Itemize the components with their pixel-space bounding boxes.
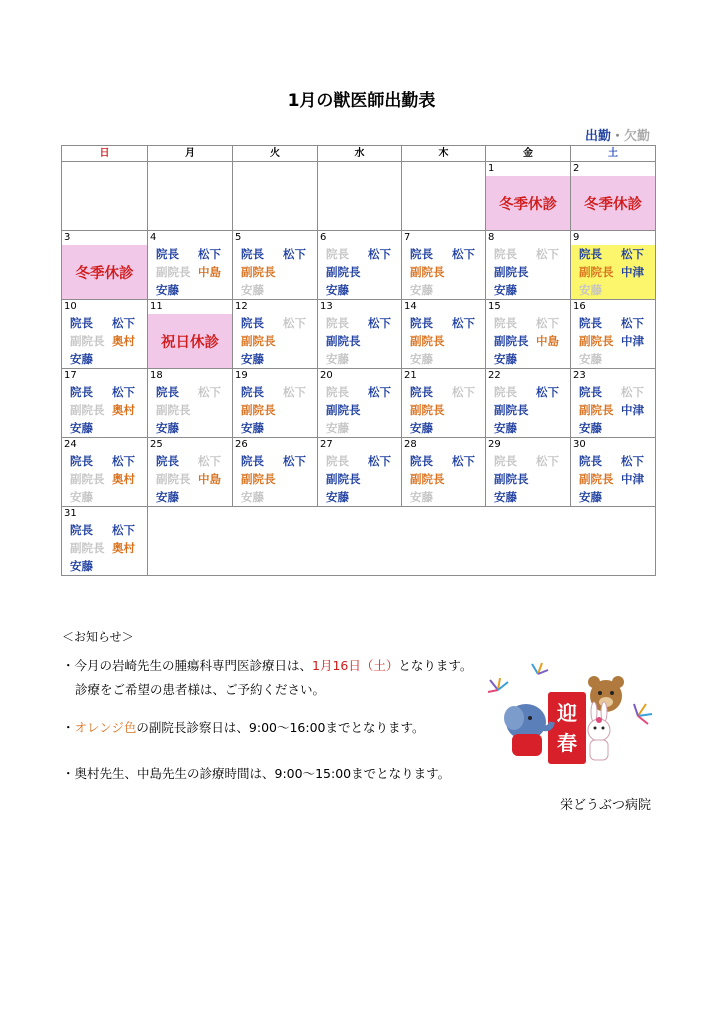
doctor-name: 松下 (283, 454, 306, 468)
doctor-name: 院長 (410, 454, 433, 468)
week-row (62, 507, 656, 576)
doctor-name: 中津 (621, 265, 644, 279)
doctor-name: 松下 (621, 316, 644, 330)
week-row (62, 231, 656, 300)
day-cell (62, 369, 148, 438)
doctor-name: 安藤 (241, 352, 264, 366)
doctor-schedule (486, 452, 570, 506)
day-cell-empty (233, 507, 318, 576)
doctor-name: 中津 (621, 472, 644, 486)
weekday-header: 木 (402, 146, 486, 162)
doctor-schedule (402, 245, 485, 299)
doctor-name: 安藤 (579, 421, 602, 435)
doctor-name: 院長 (326, 385, 349, 399)
doctor-name: 松下 (198, 454, 221, 468)
doctor-name: 安藤 (326, 421, 349, 435)
doctor-name: 中島 (536, 334, 559, 348)
day-number: 14 (404, 301, 417, 312)
doctor-name: 松下 (112, 385, 135, 399)
notice-line-1 (62, 656, 472, 674)
day-cell-empty (486, 507, 571, 576)
doctor-name: 院長 (326, 316, 349, 330)
doctor-name: 安藤 (156, 490, 179, 504)
day-cell (318, 369, 402, 438)
doctor-schedule (486, 314, 570, 368)
doctor-name: 松下 (368, 454, 391, 468)
doctor-schedule (148, 452, 232, 506)
hospital-name: 栄どうぶつ病院 (559, 798, 651, 813)
notice-orange-label: オレンジ色 (74, 720, 137, 735)
day-number: 24 (64, 439, 77, 450)
doctor-name: 中島 (198, 472, 221, 486)
day-cell (233, 438, 318, 507)
doctor-name: 奥村 (112, 403, 135, 417)
doctor-name: 副院長 (579, 472, 614, 486)
doctor-name: 院長 (70, 454, 93, 468)
doctor-name: 安藤 (70, 421, 93, 435)
doctor-name: 松下 (452, 454, 475, 468)
day-cell (571, 369, 656, 438)
doctor-name: 院長 (579, 247, 602, 261)
day-cell-empty (571, 507, 656, 576)
doctor-name: 院長 (579, 316, 602, 330)
holiday-label: 冬季休診 (571, 176, 655, 230)
doctor-name: 松下 (621, 454, 644, 468)
doctor-name: 院長 (70, 523, 93, 537)
doctor-name: 松下 (198, 385, 221, 399)
notice-line-3: ・奥村先生、中島先生の診療時間は、9:00～15:00までとなります。 (62, 766, 451, 781)
doctor-name: 院長 (326, 454, 349, 468)
day-number: 5 (235, 232, 242, 243)
day-cell (233, 231, 318, 300)
legend-absent: 欠勤 (623, 129, 650, 144)
weekday-header: 火 (233, 146, 318, 162)
doctor-name: 中津 (621, 403, 644, 417)
holiday-label: 冬季休診 (486, 176, 570, 230)
day-cell (402, 300, 486, 369)
doctor-name: 安藤 (70, 559, 93, 573)
notice-line-1-end: となります。 (398, 658, 473, 673)
day-number: 26 (235, 439, 248, 450)
doctor-name: 院長 (494, 385, 517, 399)
holiday-label: 冬季休診 (62, 245, 147, 299)
doctor-name: 副院長 (70, 541, 105, 555)
doctor-schedule (318, 452, 401, 506)
day-cell (402, 162, 486, 231)
day-cell-empty (318, 507, 402, 576)
doctor-name: 松下 (112, 523, 135, 537)
doctor-name: 安藤 (241, 283, 264, 297)
doctor-schedule (402, 383, 485, 437)
day-number: 29 (488, 439, 501, 450)
doctor-name: 安藤 (156, 283, 179, 297)
day-number: 10 (64, 301, 77, 312)
doctor-name: 松下 (368, 316, 391, 330)
doctor-name: 副院長 (410, 403, 445, 417)
doctor-schedule (233, 383, 317, 437)
weekday-header: 土 (571, 146, 656, 162)
doctor-name: 院長 (410, 247, 433, 261)
doctor-name: 院長 (326, 247, 349, 261)
day-number: 12 (235, 301, 248, 312)
doctor-name: 安藤 (70, 490, 93, 504)
doctor-name: 松下 (452, 385, 475, 399)
doctor-name: 安藤 (579, 352, 602, 366)
day-number: 31 (64, 508, 77, 519)
doctor-name: 院長 (241, 454, 264, 468)
day-number: 23 (573, 370, 586, 381)
doctor-name: 安藤 (326, 283, 349, 297)
day-number: 7 (404, 232, 411, 243)
doctor-name: 松下 (452, 316, 475, 330)
day-cell (233, 162, 318, 231)
doctor-name: 安藤 (326, 490, 349, 504)
day-cell (62, 438, 148, 507)
notice-line-2 (62, 718, 425, 736)
doctor-name: 院長 (156, 454, 179, 468)
doctor-name: 院長 (241, 247, 264, 261)
doctor-name: 松下 (368, 385, 391, 399)
doctor-name: 副院長 (579, 403, 614, 417)
day-cell (233, 369, 318, 438)
legend-present: 出勤 (584, 129, 611, 144)
doctor-schedule (571, 245, 655, 299)
legend-separator: ・ (610, 129, 624, 144)
doctor-name: 松下 (536, 454, 559, 468)
new-year-illustration (486, 660, 656, 770)
day-number: 28 (404, 439, 417, 450)
day-cell (486, 162, 571, 231)
doctor-name: 安藤 (241, 490, 264, 504)
doctor-name: 副院長 (326, 403, 361, 417)
elephant-character (504, 704, 552, 756)
doctor-name: 副院長 (156, 403, 191, 417)
doctor-name: 副院長 (326, 472, 361, 486)
day-number (318, 162, 401, 176)
day-number: 4 (150, 232, 157, 243)
notice-line-1b: 診療をご希望の患者様は、ご予約ください。 (75, 682, 326, 697)
day-cell (486, 369, 571, 438)
doctor-schedule (318, 245, 401, 299)
doctor-name: 松下 (368, 247, 391, 261)
doctor-name: 安藤 (70, 352, 93, 366)
doctor-schedule (62, 521, 147, 575)
day-cell (318, 300, 402, 369)
doctor-name: 院長 (410, 316, 433, 330)
doctor-name: 院長 (579, 385, 602, 399)
doctor-name: 松下 (536, 247, 559, 261)
doctor-name: 安藤 (410, 421, 433, 435)
doctor-name: 松下 (536, 385, 559, 399)
doctor-name: 安藤 (579, 283, 602, 297)
day-number: 13 (320, 301, 333, 312)
day-cell (148, 231, 233, 300)
day-cell (571, 438, 656, 507)
doctor-schedule (62, 383, 147, 437)
day-number: 30 (573, 439, 586, 450)
doctor-schedule (571, 314, 655, 368)
doctor-name: 安藤 (410, 352, 433, 366)
day-cell-empty (402, 507, 486, 576)
day-cell (486, 231, 571, 300)
day-number: 8 (488, 232, 495, 243)
doctor-name: 院長 (156, 385, 179, 399)
notice-line-2-text: の副院長診察日は、9:00～16:00までとなります。 (136, 720, 425, 735)
doctor-schedule (486, 383, 570, 437)
day-cell (402, 438, 486, 507)
doctor-name: 院長 (494, 454, 517, 468)
doctor-name: 奥村 (112, 472, 135, 486)
week-row (62, 300, 656, 369)
doctor-name: 松下 (536, 316, 559, 330)
doctor-name: 院長 (156, 247, 179, 261)
day-number: 9 (573, 232, 580, 243)
day-number: 21 (404, 370, 417, 381)
doctor-name: 副院長 (494, 403, 529, 417)
day-number: 27 (320, 439, 333, 450)
firework-top (532, 663, 548, 674)
banner-text-bottom: 春 (557, 731, 577, 755)
day-cell (318, 162, 402, 231)
day-cell-empty (148, 507, 233, 576)
doctor-schedule (62, 452, 147, 506)
doctor-name: 副院長 (326, 265, 361, 279)
doctor-name: 院長 (70, 316, 93, 330)
doctor-name: 副院長 (70, 472, 105, 486)
doctor-name: 副院長 (410, 472, 445, 486)
day-cell (571, 300, 656, 369)
notice-line-1-text: ・今月の岩崎先生の腫瘍科専門医診療日は、 (62, 658, 313, 673)
day-number (62, 162, 147, 176)
doctor-schedule (148, 245, 232, 299)
doctor-name: 安藤 (410, 283, 433, 297)
firework-right (634, 704, 652, 724)
doctor-name: 副院長 (326, 334, 361, 348)
doctor-name: 中津 (621, 334, 644, 348)
doctor-name: 院長 (579, 454, 602, 468)
doctor-name: 副院長 (156, 472, 191, 486)
day-cell (318, 438, 402, 507)
day-number: 2 (573, 163, 580, 174)
doctor-name: 副院長 (70, 403, 105, 417)
doctor-schedule (402, 314, 485, 368)
doctor-schedule (233, 314, 317, 368)
doctor-schedule (148, 383, 232, 437)
day-cell (148, 369, 233, 438)
doctor-name: 安藤 (494, 421, 517, 435)
doctor-schedule (233, 452, 317, 506)
doctor-schedule (571, 452, 655, 506)
day-number: 17 (64, 370, 77, 381)
doctor-name: 安藤 (241, 421, 264, 435)
notice-date: 1月16日（土） (312, 658, 399, 673)
day-number: 19 (235, 370, 248, 381)
day-cell (62, 231, 148, 300)
day-cell (318, 231, 402, 300)
doctor-name: 副院長 (410, 265, 445, 279)
day-cell (62, 162, 148, 231)
day-number: 20 (320, 370, 333, 381)
doctor-name: 副院長 (410, 334, 445, 348)
doctor-name: 松下 (283, 247, 306, 261)
week-row (62, 162, 656, 231)
doctor-name: 副院長 (579, 334, 614, 348)
doctor-schedule (571, 383, 655, 437)
doctor-name: 副院長 (156, 265, 191, 279)
doctor-name: 院長 (410, 385, 433, 399)
doctor-name: 院長 (494, 247, 517, 261)
day-cell (233, 300, 318, 369)
doctor-schedule (318, 314, 401, 368)
doctor-name: 院長 (241, 385, 264, 399)
day-number: 3 (64, 232, 71, 243)
doctor-name: 松下 (283, 316, 306, 330)
doctor-name: 副院長 (494, 334, 529, 348)
doctor-name: 副院長 (241, 472, 276, 486)
doctor-name: 副院長 (70, 334, 105, 348)
notice-heading: ＜お知らせ＞ (62, 630, 134, 644)
doctor-name: 安藤 (494, 283, 517, 297)
doctor-name: 松下 (283, 385, 306, 399)
day-cell (148, 300, 233, 369)
doctor-schedule (402, 452, 485, 506)
weekday-header: 金 (486, 146, 571, 162)
doctor-name: 中島 (198, 265, 221, 279)
day-number: 11 (150, 301, 163, 312)
day-number: 25 (150, 439, 163, 450)
doctor-name: 副院長 (494, 265, 529, 279)
day-cell (148, 162, 233, 231)
doctor-schedule (233, 245, 317, 299)
doctor-name: 安藤 (579, 490, 602, 504)
day-cell (62, 300, 148, 369)
day-cell (571, 162, 656, 231)
holiday-label: 祝日休診 (148, 314, 232, 368)
doctor-name: 院長 (241, 316, 264, 330)
day-number: 22 (488, 370, 501, 381)
doctor-name: 安藤 (494, 490, 517, 504)
doctor-name: 安藤 (156, 421, 179, 435)
day-number (148, 162, 232, 176)
attendance-legend (585, 125, 650, 144)
day-cell (402, 369, 486, 438)
day-number (402, 162, 485, 176)
doctor-name: 院長 (70, 385, 93, 399)
doctor-name: 副院長 (579, 265, 614, 279)
doctor-name: 松下 (112, 316, 135, 330)
doctor-name: 奥村 (112, 541, 135, 555)
doctor-name: 安藤 (494, 352, 517, 366)
doctor-name: 松下 (112, 454, 135, 468)
day-cell (148, 438, 233, 507)
doctor-name: 松下 (198, 247, 221, 261)
doctor-schedule (318, 383, 401, 437)
doctor-name: 副院長 (241, 265, 276, 279)
day-number: 15 (488, 301, 501, 312)
notice-bullet: ・ (62, 720, 75, 735)
day-number (233, 162, 317, 176)
banner-text-top: 迎 (557, 701, 577, 725)
day-cell (486, 438, 571, 507)
day-number: 6 (320, 232, 327, 243)
firework-left (488, 678, 508, 692)
doctor-name: 安藤 (410, 490, 433, 504)
day-cell (62, 507, 148, 576)
attendance-calendar (61, 145, 656, 576)
weekday-header: 月 (148, 146, 233, 162)
weekday-header: 日 (62, 146, 148, 162)
day-number: 1 (488, 163, 495, 174)
doctor-name: 副院長 (494, 472, 529, 486)
doctor-schedule (62, 314, 147, 368)
doctor-name: 奥村 (112, 334, 135, 348)
doctor-name: 副院長 (241, 334, 276, 348)
doctor-name: 松下 (621, 247, 644, 261)
weekday-header: 水 (318, 146, 402, 162)
page-title: 1月の獣医師出勤表 (287, 91, 436, 111)
day-cell (571, 231, 656, 300)
day-number: 18 (150, 370, 163, 381)
day-cell (486, 300, 571, 369)
doctor-name: 副院長 (241, 403, 276, 417)
day-number: 16 (573, 301, 586, 312)
week-row (62, 438, 656, 507)
doctor-schedule (486, 245, 570, 299)
doctor-name: 院長 (494, 316, 517, 330)
day-cell (402, 231, 486, 300)
doctor-name: 安藤 (326, 352, 349, 366)
doctor-name: 松下 (621, 385, 644, 399)
doctor-name: 松下 (452, 247, 475, 261)
rabbit-character (588, 702, 610, 760)
week-row (62, 369, 656, 438)
